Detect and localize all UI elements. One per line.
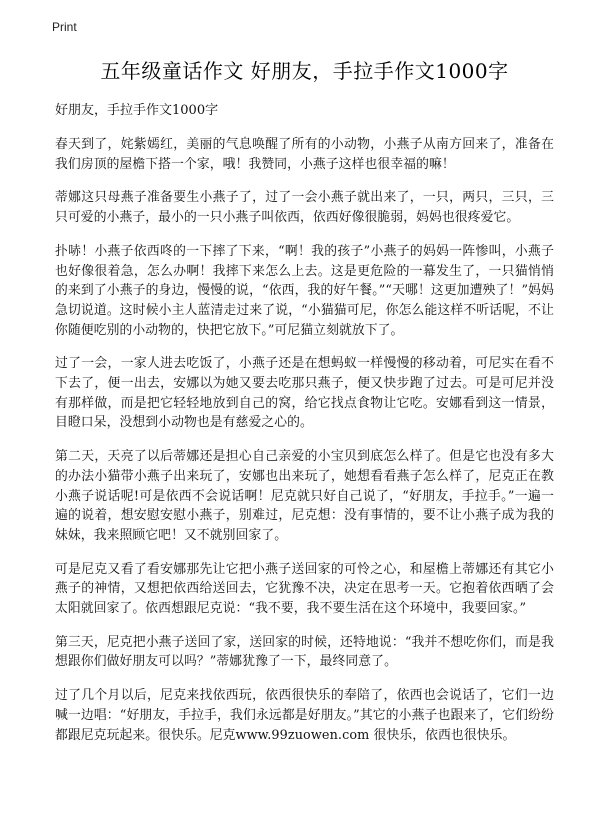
- paragraph-7: 第三天，尼克把小燕子送回了家，送回家的时候，还特地说：“我并不想吃你们，而是我想跟你们做好朋友可以吗？”蒂娜犹豫了一下，最终同意了。: [55, 634, 554, 670]
- paragraph-4: 过了一会，一家人进去吃饭了，小燕子还是在想蚂蚁一样慢慢的移动着，可尼实在看不下去了，便一出去，安娜以为她又要去吃那只燕子，便又快步跑了过去。可是可尼并没有那样做，而是把它轻轻地放到自己的窝，给它找点食物让它吃。安娜看到这一情景，目瞪口呆，没想到小动物也是有慈爱之心的。: [55, 356, 554, 431]
- paragraph-8: 过了几个月以后，尼克来找依西玩，依西很快乐的奉陪了，依西也会说话了，它们一边喊一边唱：“好朋友，手拉手，我们永远都是好朋友。”其它的小燕子也跟来了，它们纷纷都跟尼克玩起来。很快乐。尼克www.99zuowen.com 很快乐，依西也很快乐。: [55, 688, 554, 743]
- paragraph-2: 蒂娜这只母燕子准备要生小燕子了，过了一会小燕子就出来了，一只，两只，三只，三只可爱的小燕子，最小的一只小燕子叫依西，依西好像很脆弱，妈妈也很疼爱它。: [55, 190, 554, 226]
- paragraph-1: 春天到了，姹紫嫣红，美丽的气息唤醒了所有的小动物，小燕子从南方回来了，准备在我们房顶的屋檐下搭一个家，哦！我赞同，小燕子这样也很幸福的嘛！: [55, 137, 554, 172]
- paragraph-3: 扑哧！小燕子依西咚的一下摔了下来，“啊！我的孩子”小燕子的妈妈一阵惨叫，小燕子也好像很着急，怎么办啊！我摔下来怎么上去。这是更危险的一幕发生了，一只猫悄悄的来到了小燕子的身边，慢慢的说，“依西，我的好午餐。”“天哪！这更加遭殃了！”妈妈急切说道。这时候小主人蓝清走过来了说，“小猫猫可尼，你怎么能这样不听话呢，不让你随便吃别的小动物的，快把它放下。”可尼猫立刻就放下了。: [55, 243, 554, 338]
- article-subtitle: 好朋友，手拉手作文1000字: [55, 103, 219, 118]
- article-title: 五年级童话作文 好朋友，手拉手作文1000字: [100, 59, 509, 83]
- print-link[interactable]: Print: [52, 20, 77, 34]
- paragraph-6: 可是尼克又看了看安娜那先让它把小燕子送回家的可怜之心，和屋檐上蒂娜还有其它小燕子的神情，又想把依西给送回去，它犹豫不决，决定在思考一天。它抱着依西晒了会太阳就回家了。依西想跟尼克说：“我不要，我不要生活在这个环境中，我要回家。”: [55, 561, 554, 617]
- paragraph-5: 第二天，天亮了以后蒂娜还是担心自己亲爱的小宝贝到底怎么样了。但是它也没有多大的办法小猫带小燕子出来玩了，安娜也出来玩了，她想看看燕子怎么样了，尼克正在教小燕子说话呢!可是依西不会说话啊！尼克就只好自己说了，“好朋友，手拉手。”一遍一遍的说着，想安慰安慰小燕子，别难过，尼克想：没有事情的，要不让小燕子成为我的妹妹，我来照顾它吧！又不就别回家了。: [55, 449, 554, 543]
- article-body: [55, 135, 554, 745]
